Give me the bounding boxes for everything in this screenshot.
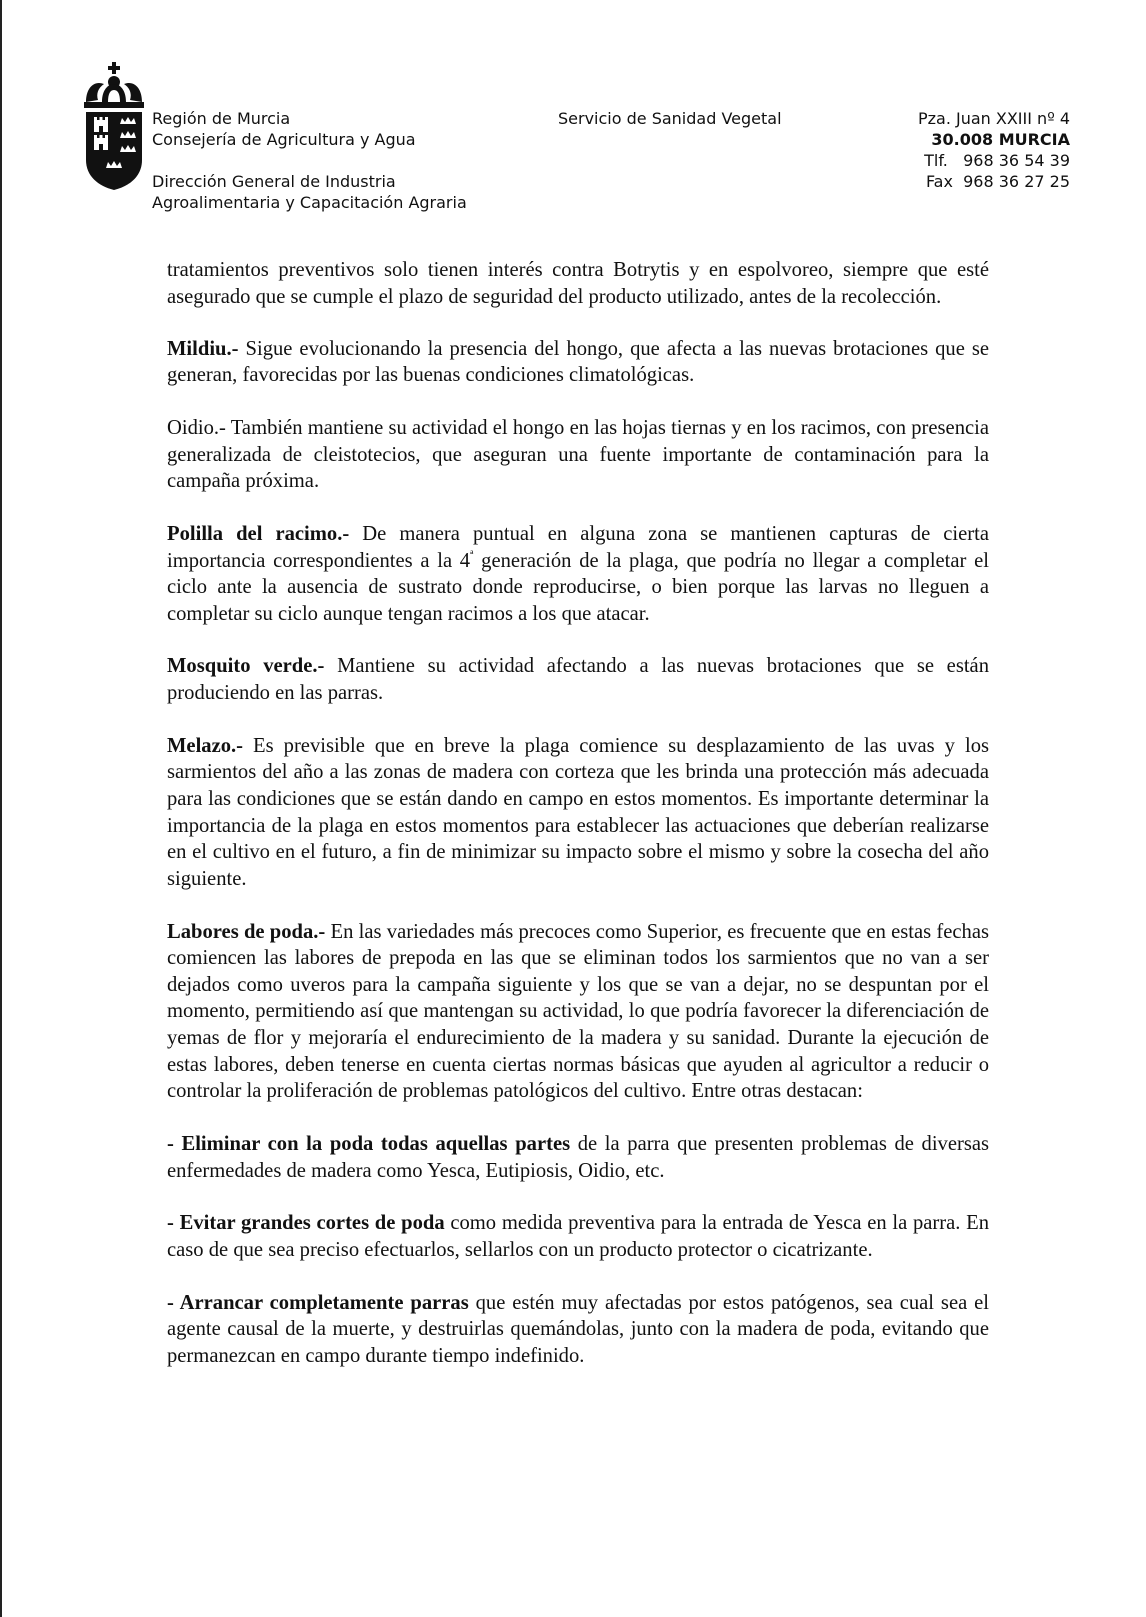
- city-line: 30.008 MURCIA: [931, 130, 1070, 149]
- paragraph-heading: Mosquito verde.-: [167, 655, 325, 678]
- paragraph-heading: Melazo.-: [167, 734, 244, 757]
- ordinal-superscript: ª: [470, 547, 474, 562]
- paragraph-poda: [167, 919, 995, 1105]
- coat-of-arms-icon: [84, 62, 144, 190]
- paragraph-heading: Labores de poda.-: [167, 920, 326, 943]
- paragraph-polilla: [167, 521, 995, 627]
- directorate-line-2: Agroalimentaria y Capacitación Agraria: [152, 193, 467, 212]
- paragraph-text: Oidio.- También mantiene su actividad el hongo en las hojas tiernas y en los racimos, con presencia generalizada de cleistotecios, que aseguran una fuente importante de contaminación para la campaña próxima.: [167, 416, 989, 493]
- fax-line: Fax 968 36 27 25: [925, 172, 1070, 191]
- phone-line: Tlf. 968 36 54 39: [924, 151, 1070, 170]
- paragraph-arrancar: [167, 1290, 995, 1370]
- paragraph-text: En las variedades más precoces como Superior, es frecuente que en estas fechas comiencen las labores de prepoda en las que se eliminan todos los sarmientos que no van a ser dejados como uveros para la campaña siguiente y los que se van a dejar, no se despuntan por el momento, permitiendo así que mantengan su actividad, lo que podría favorecer la diferenciación de yemas de flor y mejoraría el endurecimiento de la madera y su sanidad. Durante la ejecución de estas labores, deben tenerse en cuenta ciertas normas básicas que ayuden al agricultor a reducir o controlar la proliferación de problemas patológicos del cultivo. Entre otras destacan:: [167, 920, 995, 1103]
- paragraph-heading: - Evitar grandes cortes de poda: [167, 1212, 445, 1235]
- paragraph-text: Es previsible que en breve la plaga comience su desplazamiento de las uvas y los sarmientos del año a las zonas de madera con corteza que les brinda una protección más adecuada para las condiciones que se están dando en campo en estos momentos. Es importante determinar la importancia de la plaga en estos momentos para establecer las actuaciones que deberían realizarse en el cultivo en el futuro, a fin de minimizar su impacto sobre el mismo y sobre la cosecha del año siguiente.: [167, 734, 995, 890]
- address-line: Pza. Juan XXIII nº 4: [917, 109, 1070, 128]
- header-address: [918, 108, 1070, 192]
- paragraph-evitar: [167, 1210, 995, 1263]
- paragraph-heading: Mildiu.-: [167, 337, 239, 360]
- region-name: Región de Murcia: [152, 109, 291, 128]
- header-directorate: [152, 171, 467, 213]
- paragraph-text: de la parra que presenten problemas de diversas enfermedades de madera como Yesca, Eutipiosis, Oidio, etc.: [167, 1132, 995, 1182]
- header-service: Servicio de Sanidad Vegetal: [558, 109, 782, 128]
- paragraph-text: que estén muy afectadas por estos patógenos, sea cual sea el agente causal de la muerte, y destruirlas quemándolas, junto con la madera de poda, evitando que permanezcan en campo durante tiempo indefinido.: [167, 1291, 995, 1367]
- header-organization: [152, 108, 416, 150]
- paragraph-heading: - Eliminar con la poda todas aquellas partes: [167, 1132, 571, 1155]
- paragraph-text: De manera puntual en alguna zona se mantienen capturas de cierta importancia correspondientes a la 4: [167, 522, 995, 572]
- paragraph-text: generación de la plaga, que podría no llegar a completar el ciclo ante la ausencia de sustrato donde reproducirse, o bien porque las larvas no lleguen a completar su ciclo aunque tengan racimos a los que atacar.: [167, 549, 995, 625]
- paragraph-text: como medida preventiva para la entrada de Yesca en la parra. En caso de que sea preciso efectuarlos, sellarlos con un producto protector o cicatrizante.: [167, 1212, 995, 1261]
- paragraph-text: Sigue evolucionando la presencia del hongo, que afecta a las nuevas brotaciones que se generan, favorecidas por las buenas condiciones climatológicas.: [167, 337, 995, 387]
- ministry-name: Consejería de Agricultura y Agua: [152, 130, 416, 149]
- document-body: [167, 257, 995, 1396]
- page-left-border: [0, 0, 2, 1617]
- directorate-line-1: Dirección General de Industria: [152, 172, 396, 191]
- paragraph-melazo: [167, 733, 995, 893]
- paragraph-oidio: [167, 415, 989, 495]
- paragraph-text: tratamientos preventivos solo tienen interés contra Botrytis y en espolvoreo, siempre que esté asegurado que se cumple el plazo de seguridad del producto utilizado, antes de la recolección.: [167, 259, 989, 308]
- paragraph-mosquito: [167, 653, 995, 706]
- paragraph-text: Mantiene su actividad afectando a las nuevas brotaciones que se están produciendo en las parras.: [167, 655, 995, 705]
- paragraph-heading: - Arrancar completamente parras: [167, 1291, 469, 1314]
- paragraph-botrytis: [167, 257, 989, 310]
- paragraph-heading: Polilla del racimo.-: [167, 522, 350, 545]
- paragraph-mildiu: [167, 336, 995, 389]
- paragraph-eliminar: [167, 1131, 995, 1184]
